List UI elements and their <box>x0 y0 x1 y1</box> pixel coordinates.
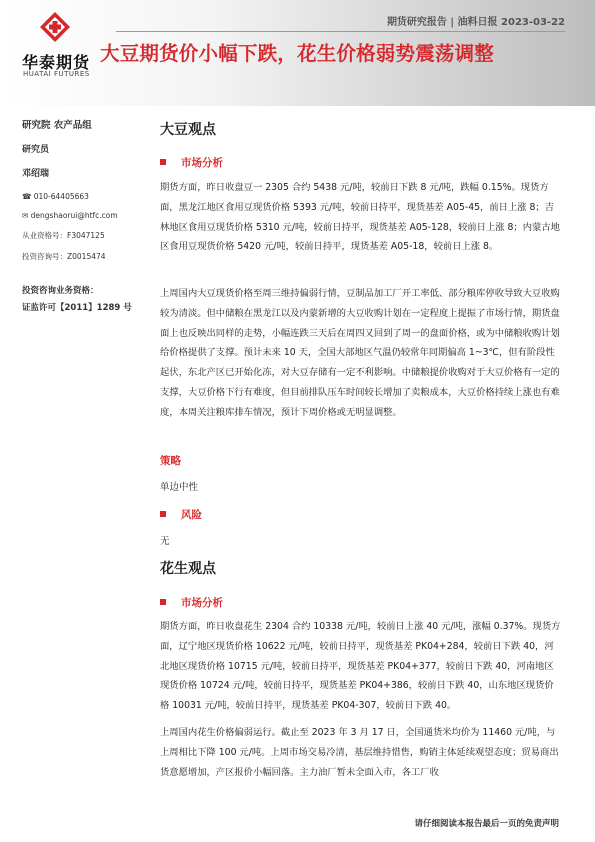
soy-section-title: 大豆观点 <box>160 122 216 138</box>
cert-number: 从业资格号：F3047125 <box>22 231 105 240</box>
soy-risk-heading: 风险 <box>160 507 202 522</box>
footer-disclaimer: 请仔细阅读本报告最后一页的免责声明 <box>414 819 559 829</box>
company-logo <box>14 12 104 78</box>
bullet-square-icon <box>160 159 166 165</box>
report-meta: 期货研究报告 | 油料日报 2023-03-22 <box>386 17 565 28</box>
peanut-market-heading: 市场分析 <box>160 595 223 610</box>
department: 研究院 农产品组 <box>22 120 92 131</box>
report-title: 大豆期货价小幅下跌，花生价格弱势震荡调整 <box>100 42 495 65</box>
soy-market-paragraph-1: 期货方面，昨日收盘豆一 2305 合约 5438 元/吨，较前日下跌 8 元/吨，跌幅 0.15%。现货方面，黑龙江地区食用豆现货价格 5393 元/吨，较前日持平，现货基差 A05-45，前日上涨 8；吉林地区食用豆现货价格 5310 元/吨，较前日持平，现货基差 A05-128，较前日上涨 8；内蒙古地区食用豆现货价格 5420 元/吨，较前日持平，现货基差 A05-18，较前日上涨 8。 <box>160 182 560 253</box>
logo-english-name: HUATAI FUTURES <box>23 70 90 78</box>
logo-chinese-name: 华泰期货 <box>22 53 91 72</box>
phone-icon: ☎ <box>22 192 34 201</box>
invest-number: 投资咨询号：Z0015474 <box>22 252 106 261</box>
peanut-section-title: 花生观点 <box>160 561 216 577</box>
author-email[interactable]: ✉ dengshaorui@htfc.com <box>22 211 118 220</box>
soy-market-heading: 市场分析 <box>160 155 223 170</box>
author-sidebar <box>22 117 147 313</box>
header-divider <box>116 31 565 32</box>
soy-market-paragraph-2: 上周国内大豆现货价格至周三维持偏弱行情，豆制品加工厂开工率低、部分粮库停收导致大豆收购较为清淡。但中储粮在黑龙江以及内蒙新增的大豆收购计划在一定程度上提振了市场行情，期货盘面上也反映出同样的走势，小幅连跌三天后在周四又回到了周一的盘面价格，或为中储粮收购计划给价格提供了支撑。预计未来 10 天，全国大部地区气温仍较常年同期偏高 1~3℃，但有阶段性起伏，东北产区已开始化冻，对大豆存储有一定不利影响。中储粮提价收购对于大豆价格有一定的支撑，大豆价格下行有难度，但目前排队压车时间较长增加了卖粮成本，大豆价格持续上涨也有难度，本周关注粮库排车情况，预计下周价格或无明显调整。 <box>160 288 560 418</box>
peanut-market-paragraph-2: 上周国内花生价格偏弱运行。截止至 2023 年 3 月 17 日，全国通货米均价为 11460 元/吨，与上周相比下降 100 元/吨。上周市场交易冷清，基层维持惜售，购销主体延续观望态度；贸易商出货意愿增加，产区报价小幅回落。主力油厂暂未全面入市，各工厂收 <box>160 727 559 778</box>
soy-strategy-text: 单边中性 <box>160 482 199 493</box>
author-phone: ☎ 010-64405663 <box>22 192 89 201</box>
email-icon: ✉ <box>22 211 31 220</box>
soy-strategy-heading: 策略 <box>160 455 181 467</box>
bullet-square-icon <box>160 599 166 605</box>
author-role: 研究员 <box>22 145 50 155</box>
logo-mark-icon <box>40 12 70 42</box>
license-title: 投资咨询业务资格： <box>22 286 99 296</box>
author-name: 邓绍瑞 <box>22 169 50 179</box>
peanut-market-paragraph-1: 期货方面，昨日收盘花生 2304 合约 10338 元/吨，较前日上涨 40 元/吨，涨幅 0.37%。现货方面，辽宁地区现货价格 10622 元/吨，较前日持平，现货基差 PK04+284，较前日下跌 40，河北地区现货价格 10715 元/吨，较前日持平，现货基差 PK04+377，较前日下跌 40，河南地区现货价格 10724 元/吨，较前日持平，现货基差 PK04+386，较前日下跌 40，山东地区现货价格 10031 元/吨，较前日持平，现货基差 PK04-307，较前日下跌 40。 <box>160 621 561 712</box>
license-number: 证监许可【2011】1289 号 <box>22 303 132 313</box>
bullet-square-icon <box>160 511 166 517</box>
soy-risk-text: 无 <box>160 536 170 547</box>
